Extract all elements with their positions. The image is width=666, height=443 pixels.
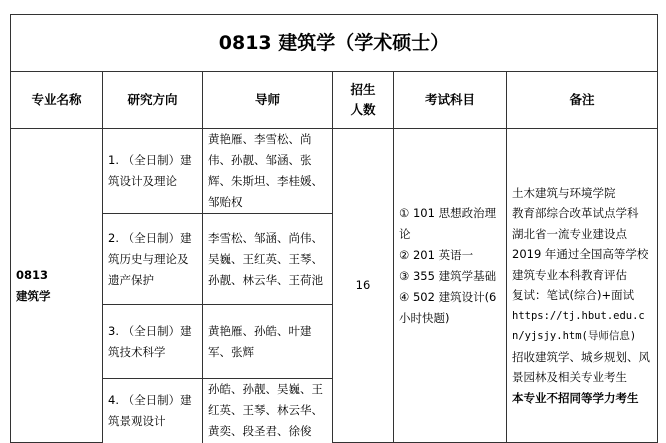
exam-item: ③ 355 建筑学基础 [399, 268, 497, 283]
note: 2019 年通过全国高等学校建筑专业本科教育评估 [512, 247, 649, 282]
note: 土木建筑与环境学院 [512, 185, 616, 200]
advisors-2: 李雪松、邹涵、尚伟、吴巍、王红英、王琴、孙靓、林云华、王荷池 [203, 214, 333, 305]
note-bold: 本专业不招同等学力考生 [512, 390, 639, 405]
enrollment-count: 16 [333, 129, 394, 443]
note: 复试：笔试(综合)+面试 [512, 288, 635, 303]
direction-1: 1. （全日制）建筑设计及理论 [103, 129, 203, 214]
exam-item: ④ 502 建筑设计(6小时快题) [399, 289, 497, 325]
table-title: 0813 建筑学（学术硕士） [11, 15, 658, 72]
header-enrollment: 招生人数 [333, 72, 394, 129]
exam-subjects [394, 129, 507, 443]
exam-item: ② 201 英语一 [399, 247, 474, 262]
advisors-1: 黄艳雁、李雪松、尚伟、孙靓、邹涵、张辉、朱斯坦、李桂媛、邹贻权 [203, 129, 333, 214]
direction-3: 3. （全日制）建筑技术科学 [103, 305, 203, 379]
header-exams: 考试科目 [394, 72, 507, 129]
advisors-3: 黄艳雁、孙皓、叶建军、张辉 [203, 305, 333, 379]
major-name: 0813 建筑学 [11, 129, 103, 443]
note: 湖北省一流专业建设点 [512, 226, 627, 241]
website-link[interactable]: https://tj.hbut.edu.cn/yjsjy.htm(导师信息) [512, 309, 645, 343]
note: 教育部综合改革试点学科 [512, 206, 639, 221]
header-direction: 研究方向 [103, 72, 203, 129]
note: 招收建筑学、城乡规划、风景园林及相关专业考生 [512, 349, 650, 385]
program-table [10, 14, 658, 443]
direction-4: 4. （全日制）建筑景观设计 [103, 379, 203, 443]
header-advisors: 导师 [203, 72, 333, 129]
header-notes: 备注 [507, 72, 658, 129]
direction-2: 2. （全日制）建筑历史与理论及遗产保护 [103, 214, 203, 305]
exam-item: ① 101 思想政治理论 [399, 205, 497, 241]
advisors-4: 孙皓、孙靓、吴巍、王红英、王琴、林云华、黄奕、段圣君、徐俊 [203, 379, 333, 443]
header-major: 专业名称 [11, 72, 103, 129]
remarks [507, 129, 658, 443]
